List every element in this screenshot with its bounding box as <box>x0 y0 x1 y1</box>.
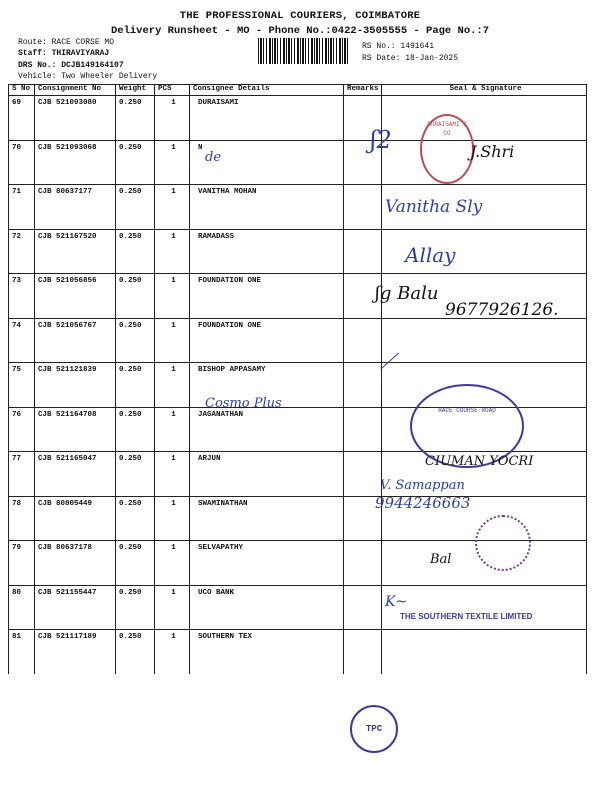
page-subtitle: Delivery Runsheet - MO - Phone No.:0422-3505555 - Page No.:7 <box>110 25 490 37</box>
cell-weight: 0.250 <box>116 229 155 274</box>
cell-sno: 72 <box>9 229 35 274</box>
cell-consignee: FOUNDATION ONE <box>190 274 344 319</box>
handwritten-phone: 9944246663 <box>375 494 471 512</box>
cell-cno: CJB 521121839 <box>35 363 116 408</box>
col-consignment: Consignment No <box>35 85 116 96</box>
stamp-text: DURAISAMI & CO <box>427 121 467 137</box>
staff-label: Staff: THIRAVIYARAJ <box>18 49 110 58</box>
page-title: THE PROFESSIONAL COURIERS, COIMBATORE <box>179 10 421 22</box>
cell-sno: 81 <box>9 630 35 674</box>
cell-remarks <box>344 541 382 586</box>
cell-cno: CJB 521056856 <box>35 274 116 319</box>
cell-consignee: SELVAPATHY <box>190 541 344 586</box>
cell-sno: 78 <box>9 496 35 541</box>
col-weight: Weight <box>116 85 155 96</box>
cell-sno: 71 <box>9 185 35 230</box>
cell-weight: 0.250 <box>116 407 155 452</box>
signature-mark: ʃg Balu <box>375 283 439 304</box>
cell-sno: 74 <box>9 318 35 363</box>
cell-weight: 0.250 <box>116 185 155 230</box>
cell-consignee: N <box>190 140 344 185</box>
cell-consignee: SOUTHERN TEX <box>190 630 344 674</box>
cell-weight: 0.250 <box>116 140 155 185</box>
cell-pcs: 1 <box>155 407 190 452</box>
table-row <box>9 185 587 230</box>
cell-sno: 79 <box>9 541 35 586</box>
handwritten-receiver: Allay <box>405 243 456 267</box>
cell-cno: CJB 521093068 <box>35 140 116 185</box>
cell-sno: 73 <box>9 274 35 319</box>
cell-pcs: 1 <box>155 229 190 274</box>
cell-pcs: 1 <box>155 452 190 497</box>
cell-consignee: UCO BANK <box>190 585 344 630</box>
signature-mark: ʃ2 <box>370 126 392 154</box>
cell-seal <box>382 318 587 363</box>
cell-cno: CJB 521093080 <box>35 96 116 141</box>
cell-pcs: 1 <box>155 185 190 230</box>
col-seal: Seal & Signature <box>382 85 587 96</box>
cell-sno: 76 <box>9 407 35 452</box>
cell-cno: CJB 521056767 <box>35 318 116 363</box>
cell-remarks <box>344 630 382 674</box>
rs-number: RS No.: 1491641 <box>362 42 435 51</box>
cell-weight: 0.250 <box>116 541 155 586</box>
handwritten-receiver: Vanitha Sly <box>385 197 483 217</box>
cell-consignee: FOUNDATION ONE <box>190 318 344 363</box>
handwritten-receiver: Bal <box>430 552 452 567</box>
signature-mark: de <box>205 150 222 165</box>
cell-consignee: JAGANATHAN <box>190 407 344 452</box>
cell-pcs: 1 <box>155 318 190 363</box>
cell-consignee: DURAISAMI <box>190 96 344 141</box>
cell-cno: CJB 521165047 <box>35 452 116 497</box>
cell-cno: CJB 80805449 <box>35 496 116 541</box>
barcode <box>258 38 350 64</box>
cell-weight: 0.250 <box>116 452 155 497</box>
vehicle-label: Vehicle: Two Wheeler Delivery <box>18 72 158 81</box>
signature-mark: ⟋ <box>380 350 396 375</box>
cell-weight: 0.250 <box>116 585 155 630</box>
cell-seal <box>382 585 587 630</box>
cell-pcs: 1 <box>155 140 190 185</box>
handwritten-receiver: V. Samappan <box>380 478 465 493</box>
route-label: Route: RACE CORSE MO <box>18 38 115 47</box>
cell-consignee: SWAMINATHAN <box>190 496 344 541</box>
cell-weight: 0.250 <box>116 96 155 141</box>
cell-sno: 77 <box>9 452 35 497</box>
cell-seal <box>382 630 587 674</box>
round-seal <box>475 515 531 571</box>
cell-pcs: 1 <box>155 363 190 408</box>
table-header-row <box>9 85 587 96</box>
cell-weight: 0.250 <box>116 318 155 363</box>
company-stamp <box>420 114 474 184</box>
cell-consignee: VANITHA MOHAN <box>190 185 344 230</box>
cell-remarks <box>344 185 382 230</box>
cell-remarks <box>344 407 382 452</box>
table-row <box>9 229 587 274</box>
cell-pcs: 1 <box>155 630 190 674</box>
cell-consignee: ARJUN <box>190 452 344 497</box>
cell-consignee: RAMADASS <box>190 229 344 274</box>
col-consignee: Consignee Details <box>190 85 344 96</box>
cell-remarks <box>344 229 382 274</box>
signature-mark: J.Shri <box>470 142 515 161</box>
cell-sno: 69 <box>9 96 35 141</box>
cell-pcs: 1 <box>155 585 190 630</box>
cell-pcs: 1 <box>155 274 190 319</box>
cell-cno: CJB 80637177 <box>35 185 116 230</box>
cell-cno: CJB 521167520 <box>35 229 116 274</box>
footer-seal <box>350 705 398 753</box>
col-pcs: PCS <box>155 85 190 96</box>
cell-remarks <box>344 318 382 363</box>
cell-sno: 70 <box>9 140 35 185</box>
signature-mark: K~ <box>385 594 408 610</box>
cell-sno: 80 <box>9 585 35 630</box>
table-row <box>9 96 587 141</box>
stamp-text: RACE COURSE ROAD <box>438 407 496 414</box>
cell-remarks <box>344 363 382 408</box>
cell-sno: 75 <box>9 363 35 408</box>
rs-date: RS Date: 18-Jan-2025 <box>362 54 459 63</box>
cell-pcs: 1 <box>155 96 190 141</box>
table-row <box>9 585 587 630</box>
cell-seal <box>382 96 587 141</box>
cell-weight: 0.250 <box>116 630 155 674</box>
stamp-text: TPC <box>365 724 383 734</box>
cell-weight: 0.250 <box>116 274 155 319</box>
cell-cno: CJB 521155447 <box>35 585 116 630</box>
cell-cno: CJB 521164708 <box>35 407 116 452</box>
cell-weight: 0.250 <box>116 363 155 408</box>
cell-pcs: 1 <box>155 496 190 541</box>
cell-pcs: 1 <box>155 541 190 586</box>
col-remarks: Remarks <box>344 85 382 96</box>
cell-cno: CJB 521117189 <box>35 630 116 674</box>
cell-remarks <box>344 585 382 630</box>
company-stamp-text: THE SOUTHERN TEXTILE LIMITED <box>400 612 533 621</box>
cell-cno: CJB 80637178 <box>35 541 116 586</box>
handwritten-phone: 9677926126. <box>445 300 559 320</box>
col-sno: S No <box>9 85 35 96</box>
cell-weight: 0.250 <box>116 496 155 541</box>
table-row <box>9 630 587 674</box>
cell-consignee: BISHOP APPASAMY <box>190 363 344 408</box>
handwritten-receiver: CIUMAN YOCRI <box>425 454 534 469</box>
runsheet-table <box>8 84 587 674</box>
cell-remarks <box>344 452 382 497</box>
table-row <box>9 318 587 363</box>
handwritten-receiver: Cosmo Plus <box>205 396 282 411</box>
drs-label: DRS No.: DCJB149164107 <box>18 61 124 70</box>
